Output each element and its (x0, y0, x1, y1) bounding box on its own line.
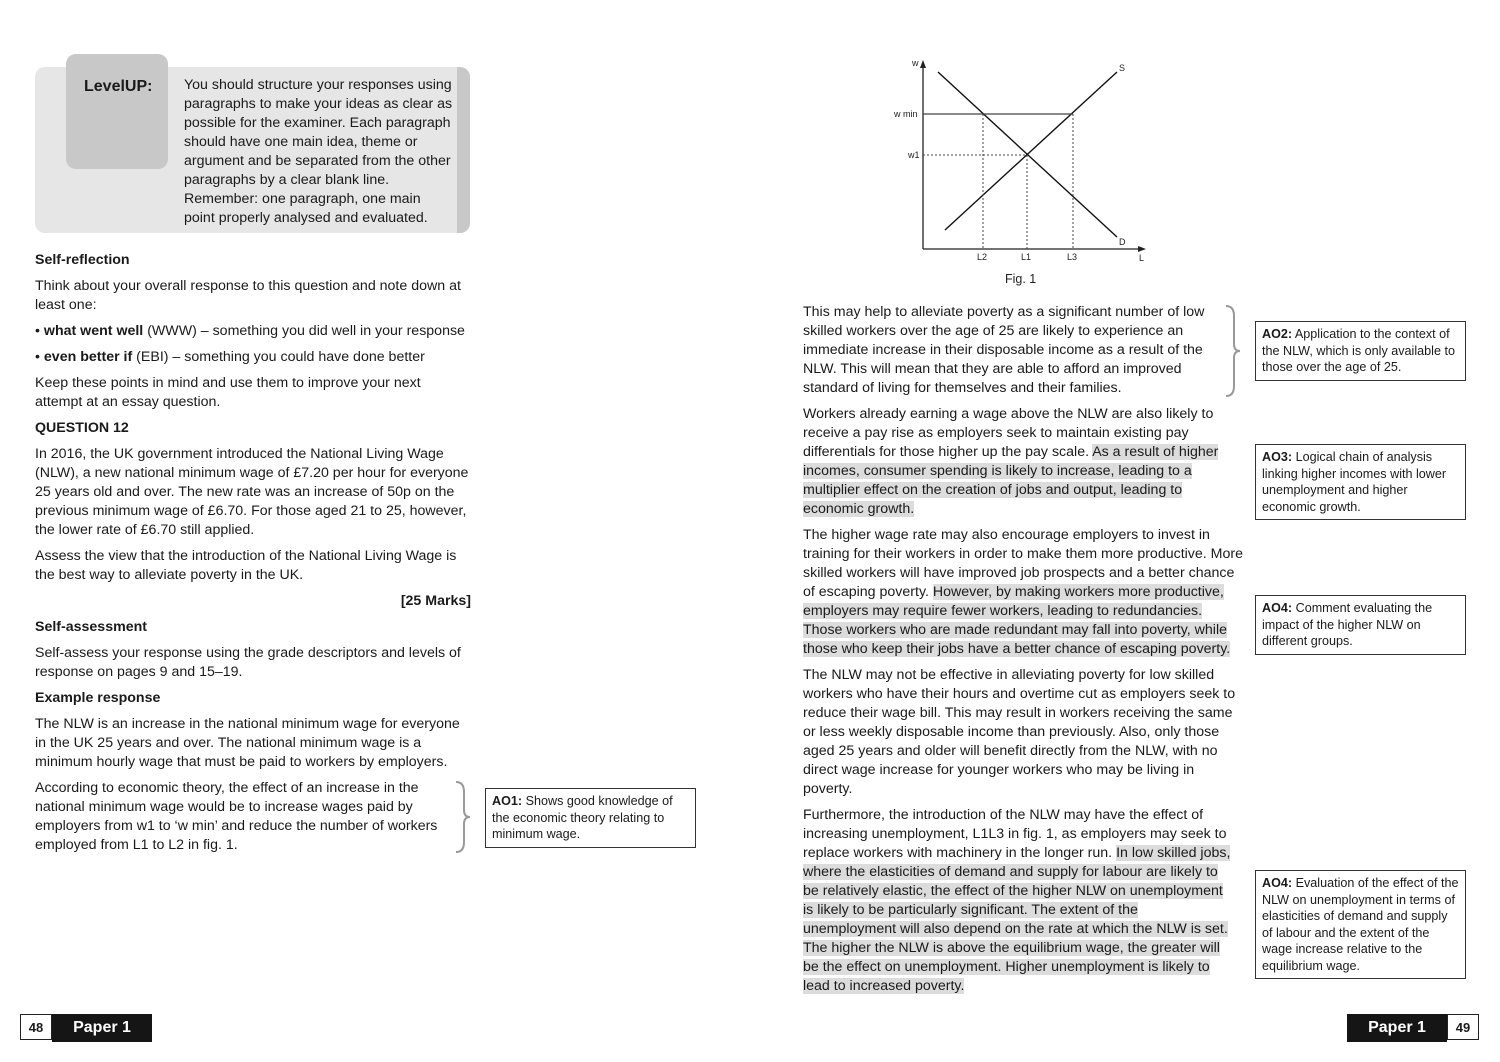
levelup-title: LevelUP: (84, 78, 153, 95)
self-assessment-text: Self-assess your response using the grade descriptors and levels of response on pages 9 and 15–19. (35, 645, 461, 680)
l2-label: L2 (977, 252, 988, 262)
answer-paragraph-group (803, 303, 1243, 398)
ao4-annotation (1255, 870, 1466, 979)
l3-label: L3 (1067, 252, 1078, 262)
ao-label: AO2: (1262, 327, 1293, 341)
x-axis-arrow-icon (1138, 246, 1146, 252)
levelup-text: You should structure your responses using paragraphs to make your ideas as clear as possible for the examiner. Each paragraph should have one main idea, theme or argument and be separated from the other paragraphs by a clear blank line. Remember: one paragraph, one main point properly analysed and evaluated. (184, 77, 453, 226)
page-number: 48 (20, 1014, 52, 1040)
ao4-annotation (1255, 595, 1466, 655)
ao-label: AO4: (1262, 876, 1293, 890)
bullet-bold: what went well (43, 323, 144, 339)
highlighted-text: However, by making workers more productive, employers may require fewer workers, leading to redundancies. Those workers who are made redundant may fall into poverty, while those who keep their jobs have a better chance of escaping poverty. (803, 584, 1231, 657)
right-column (803, 303, 1243, 1003)
levelup-tab (66, 54, 168, 169)
highlighted-text: As a result of higher incomes, consumer spending is likely to increase, leading to a multiplier effect on the creation of jobs and output, leading to economic growth. (803, 444, 1219, 517)
self-assessment-heading: Self-assessment (35, 619, 147, 635)
ao3-annotation (1255, 444, 1466, 520)
paragraph-text: Furthermore, the introduction of the NLW may have the effect of increasing unemployment, L1L3 in fig. 1, as employers may seek to replace workers with machinery in the longer run. (803, 807, 1227, 861)
marks: [25 Marks] (400, 593, 471, 609)
self-reflection-text: Think about your overall response to this question and note down at least one: (35, 278, 461, 313)
question-heading: QUESTION 12 (35, 420, 129, 436)
bullet-ebi: • even better if (EBI) – something you could have done better (35, 349, 425, 365)
answer-paragraph (803, 526, 1243, 659)
paragraph-text: Workers already earning a wage above the NLW are also likely to receive a pay rise as employers seek to maintain existing pay differentials for those higher up the pay scale. (803, 406, 1214, 460)
left-column (35, 251, 673, 862)
bullet-www: • what went well (WWW) – something you did well in your response (35, 323, 465, 339)
ao-label: AO1: (492, 794, 523, 808)
self-reflection-heading: Self-reflection (35, 252, 130, 268)
ao-text: Shows good knowledge of the economic theory relating to minimum wage. (492, 794, 673, 841)
bullet-text: (EBI) – something you could have done better (132, 349, 425, 365)
paper-label: Paper 1 (52, 1014, 152, 1042)
demand-label: D (1119, 237, 1126, 247)
x-axis-label: L (1139, 253, 1145, 263)
levelup-box-edge (457, 67, 470, 233)
ao-text: Logical chain of analysis linking higher incomes with lower unemployment and higher economic growth. (1262, 450, 1447, 514)
brace-icon (1222, 304, 1242, 398)
example-paragraph: The NLW is an increase in the national minimum wage for everyone in the UK 25 years and over. The national minimum wage is a minimum hourly wage that must be paid to workers by employers. (35, 716, 460, 770)
paragraph-text: The higher wage rate may also encourage employers to invest in training for their workers in order to make them more productive. More skilled workers will have improved job prospects and a better chance of escaping poverty. (803, 527, 1243, 600)
ao-text: Application to the context of the NLW, which is only available to those over the age of 25. (1262, 327, 1455, 374)
assess-text: Assess the view that the introduction of the National Living Wage is the best way to alleviate poverty in the UK. (35, 548, 457, 583)
question-text: In 2016, the UK government introduced the National Living Wage (NLW), a new national minimum wage of £7.20 per hour for everyone 25 years old and over. The new rate was an increase of 50p on the previous minimum wage of £6.70. For those aged 21 to 25, however, the lower rate of £6.70 still applied. (35, 446, 469, 538)
ao-text: Evaluation of the effect of the NLW on unemployment in terms of elasticities of demand and supply of labour and the extent of the wage increase relative to the equilibrium wage. (1262, 876, 1459, 973)
supply-label: S (1119, 63, 1126, 73)
w-min-label: w min (894, 109, 918, 119)
bullet-bold: even better if (43, 349, 133, 365)
l1-label: L1 (1021, 252, 1032, 262)
keep-text: Keep these points in mind and use them to improve your next attempt at an essay question. (35, 375, 421, 410)
ao-text: Comment evaluating the impact of the higher NLW on different groups. (1262, 601, 1433, 648)
answer-paragraph: The NLW may not be effective in alleviating poverty for low skilled workers who have their hours and overtime cut as employers seek to reduce their wage bill. This may result in workers receiving the same or less weekly disposable income than previously. Also, only those aged 25 years and older will benefit directly from the NLW, with no direct wage increase for younger workers who may be living in poverty. (803, 667, 1236, 797)
y-axis-label: w (912, 58, 919, 68)
answer-paragraph (803, 405, 1243, 519)
figure-caption: Fig. 1 (1005, 272, 1037, 286)
w1-label: w1 (908, 150, 920, 160)
bullet-text: (WWW) – something you did well in your response (143, 323, 465, 339)
answer-paragraph (803, 806, 1233, 996)
highlighted-text: In low skilled jobs, where the elasticities of demand and supply for labour are likely to be relatively elastic, the effect of the higher NLW on unemployment is likely to be particularly significant. The extent of the unemployment will also depend on the rate at which the NLW is set. The higher the NLW is above the equilibrium wage, the greater will be the effect on unemployment. Higher unemployment is likely to lead to increased poverty. (803, 845, 1231, 994)
ao-label: AO3: (1262, 450, 1293, 464)
supply-curve (945, 72, 1117, 230)
y-axis-arrow-icon (920, 60, 926, 68)
example-heading: Example response (35, 690, 161, 706)
figure-1-diagram (880, 50, 1160, 295)
paper-label: Paper 1 (1347, 1014, 1447, 1042)
ao-label: AO4: (1262, 601, 1293, 615)
example-paragraph: According to economic theory, the effect of an increase in the national minimum wage would be to increase wages paid by employers from w1 to ‘w min’ and reduce the number of workers employed from L1 to L2 in fig. 1. (35, 780, 438, 853)
page-number: 49 (1447, 1014, 1479, 1040)
answer-paragraph: This may help to alleviate poverty as a significant number of low skilled workers over the age of 25 are likely to experience an immediate increase in their disposable income as a result of the NLW. This will mean that they are able to afford an improved standard of living for themselves and their families. (803, 304, 1205, 396)
ao2-annotation (1255, 321, 1466, 381)
ao1-annotation (485, 788, 696, 848)
brace-icon (452, 780, 472, 854)
example-paragraph-group (35, 779, 673, 855)
